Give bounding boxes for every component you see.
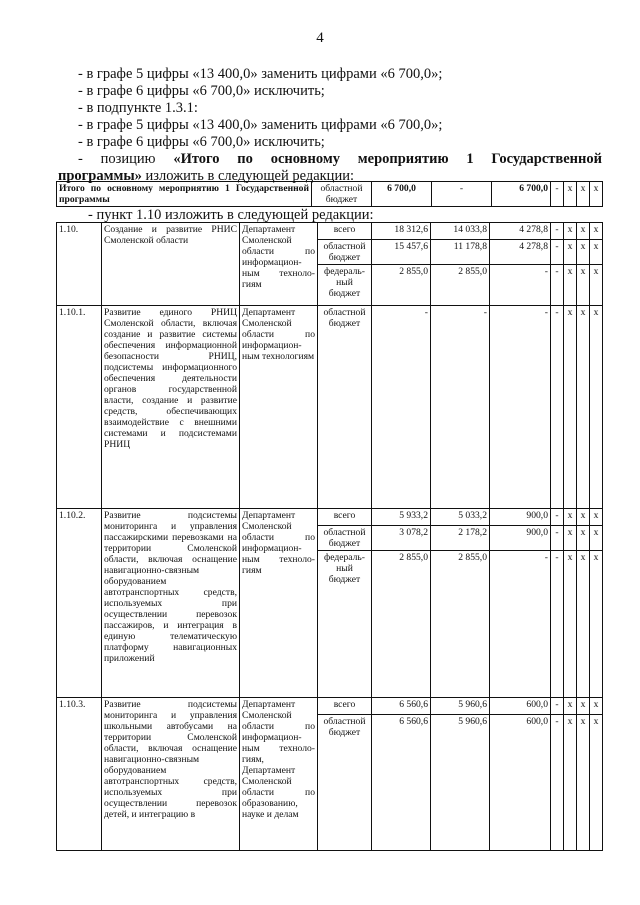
amount-year-2: - xyxy=(490,306,551,509)
cell-col-4: x xyxy=(590,715,603,851)
cell-col-2: x xyxy=(564,265,577,306)
amount-year-2: 4 278,8 xyxy=(490,240,551,265)
amount-year-1: 11 178,8 xyxy=(431,240,490,265)
cell-col-4: x xyxy=(590,240,603,265)
cell-col-1: - xyxy=(551,509,564,526)
itogo-c3: x xyxy=(577,182,590,207)
amount-total: 3 078,2 xyxy=(372,526,431,551)
amount-year-1: 2 178,2 xyxy=(431,526,490,551)
amount-total: 6 560,6 xyxy=(372,715,431,851)
funding-source: областной бюджет xyxy=(318,306,372,509)
cell-col-1: - xyxy=(551,526,564,551)
amount-year-2: - xyxy=(490,265,551,306)
amount-year-1: 5 960,6 xyxy=(431,715,490,851)
funding-source: федераль-ный бюджет xyxy=(318,265,372,306)
funding-source: всего xyxy=(318,223,372,240)
amount-year-1: 14 033,8 xyxy=(431,223,490,240)
row-number: 1.10. xyxy=(57,223,102,306)
cell-col-3: x xyxy=(577,715,590,851)
row-number: 1.10.3. xyxy=(57,698,102,851)
cell-col-4: x xyxy=(590,698,603,715)
amount-year-2: 900,0 xyxy=(490,526,551,551)
row-description: Развитие подсистемы мониторинга и управления пассажирскими перевозками на территории Смоленской области, включая оснащение навигационно-связным оборудованием автотранспортных средств, используемых при осуществлении перевозок пассажиров, и интеграция в единую телематическую платформу навигационных приложений xyxy=(102,509,240,698)
amount-year-1: 2 855,0 xyxy=(431,551,490,698)
itogo-total: 6 700,0 xyxy=(372,182,432,207)
row-executor: Департамент Смоленской области по информацион-ным техноло-гиям xyxy=(240,223,318,306)
funding-source: всего xyxy=(318,509,372,526)
row-number: 1.10.2. xyxy=(57,509,102,698)
table-row xyxy=(57,223,603,240)
instruction-line-4: - в графе 5 цифры «13 400,0» заменить цифрами «6 700,0»; xyxy=(78,117,443,133)
main-table xyxy=(56,222,603,851)
row-executor: Департамент Смоленской области по информацион-ным техноло-гиям xyxy=(240,509,318,698)
instruction-line-1: - в графе 5 цифры «13 400,0» заменить цифрами «6 700,0»; xyxy=(78,66,443,82)
cell-col-1: - xyxy=(551,240,564,265)
cell-col-3: x xyxy=(577,223,590,240)
amount-total: - xyxy=(372,306,431,509)
amount-total: 5 933,2 xyxy=(372,509,431,526)
cell-col-3: x xyxy=(577,240,590,265)
amount-total: 18 312,6 xyxy=(372,223,431,240)
cell-col-2: x xyxy=(564,551,577,698)
row-executor: Департамент Смоленской области по информацион-ным технологиям xyxy=(240,306,318,509)
amount-total: 15 457,6 xyxy=(372,240,431,265)
itogo-c2: x xyxy=(564,182,577,207)
row-description: Развитие единого РНИЦ Смоленской области, включая создание и развитие системы обеспечения информационной безопасности РНИЦ, подсистемы информационного обеспечения деятельности органов государственной власти, создание и развитие средств, обеспечивающих взаимодействие с внешними системами и подсистемами РНИЦ xyxy=(102,306,240,509)
itogo-c4: x xyxy=(590,182,603,207)
cell-col-2: x xyxy=(564,698,577,715)
cell-col-2: x xyxy=(564,240,577,265)
funding-source: федераль-ный бюджет xyxy=(318,551,372,698)
itogo-source: областной бюджет xyxy=(312,182,372,207)
cell-col-4: x xyxy=(590,223,603,240)
position-prefix: - позицию xyxy=(78,151,156,167)
cell-col-4: x xyxy=(590,551,603,698)
amount-year-2: 600,0 xyxy=(490,698,551,715)
cell-col-4: x xyxy=(590,526,603,551)
cell-col-3: x xyxy=(577,306,590,509)
cell-col-2: x xyxy=(564,306,577,509)
row-executor: Департамент Смоленской области по информацион-ным техноло-гиям, Департамент Смоленской области по образованию, науке и делам xyxy=(240,698,318,851)
amount-year-1: 5 960,6 xyxy=(431,698,490,715)
cell-col-2: x xyxy=(564,715,577,851)
position-bold-text-2: программы» xyxy=(58,168,142,184)
cell-col-3: x xyxy=(577,551,590,698)
amount-year-2: 600,0 xyxy=(490,715,551,851)
cell-col-1: - xyxy=(551,223,564,240)
row-description: Создание и развитие РНИС Смоленской области xyxy=(102,223,240,306)
cell-col-1: - xyxy=(551,698,564,715)
cell-col-1: - xyxy=(551,265,564,306)
position-bold-text: «Итого по основному мероприятию 1 Государственной xyxy=(173,151,602,167)
cell-col-1: - xyxy=(551,715,564,851)
cell-col-3: x xyxy=(577,509,590,526)
amount-total: 6 560,6 xyxy=(372,698,431,715)
amount-year-1: 2 855,0 xyxy=(431,265,490,306)
cell-col-3: x xyxy=(577,526,590,551)
cell-col-3: x xyxy=(577,265,590,306)
instruction-line-2: - в графе 6 цифры «6 700,0» исключить; xyxy=(78,83,325,99)
table-row xyxy=(57,509,603,526)
page-number: 4 xyxy=(316,30,324,46)
table-row xyxy=(57,698,603,715)
cell-col-2: x xyxy=(564,509,577,526)
itogo-c1: - xyxy=(551,182,564,207)
cell-col-1: - xyxy=(551,551,564,698)
itogo-y1: - xyxy=(432,182,492,207)
instruction-line-5: - в графе 6 цифры «6 700,0» исключить; xyxy=(78,134,325,150)
cell-col-3: x xyxy=(577,698,590,715)
position-line xyxy=(78,151,602,168)
amount-year-1: - xyxy=(431,306,490,509)
funding-source: областной бюджет xyxy=(318,240,372,265)
itogo-name: Итого по основному мероприятию 1 Государственной программы xyxy=(57,182,312,207)
cell-col-4: x xyxy=(590,509,603,526)
itogo-table xyxy=(56,181,603,207)
cell-col-4: x xyxy=(590,265,603,306)
amount-year-2: - xyxy=(490,551,551,698)
table-row xyxy=(57,306,603,509)
cell-col-2: x xyxy=(564,223,577,240)
funding-source: областной бюджет xyxy=(318,526,372,551)
amount-year-2: 900,0 xyxy=(490,509,551,526)
funding-source: всего xyxy=(318,698,372,715)
amount-total: 2 855,0 xyxy=(372,265,431,306)
row-description: Развитие подсистемы мониторинга и управления школьными автобусами на территории Смоленской области, включая оснащение навигационно-связным оборудованием автотранспортных средств, используемых при осуществлении перевозок детей, и интеграцию в xyxy=(102,698,240,851)
funding-source: областной бюджет xyxy=(318,715,372,851)
amount-year-2: 4 278,8 xyxy=(490,223,551,240)
position-rest: изложить в следующей редакции: xyxy=(141,168,354,184)
row-number: 1.10.1. xyxy=(57,306,102,509)
itogo-row xyxy=(57,182,603,207)
cell-col-4: x xyxy=(590,306,603,509)
amount-total: 2 855,0 xyxy=(372,551,431,698)
amount-year-1: 5 033,2 xyxy=(431,509,490,526)
cell-col-2: x xyxy=(564,526,577,551)
itogo-y2: 6 700,0 xyxy=(492,182,551,207)
cell-col-1: - xyxy=(551,306,564,509)
instruction-line-3: - в подпункте 1.3.1: xyxy=(78,100,198,116)
p110-line: - пункт 1.10 изложить в следующей редакции: xyxy=(88,207,374,223)
